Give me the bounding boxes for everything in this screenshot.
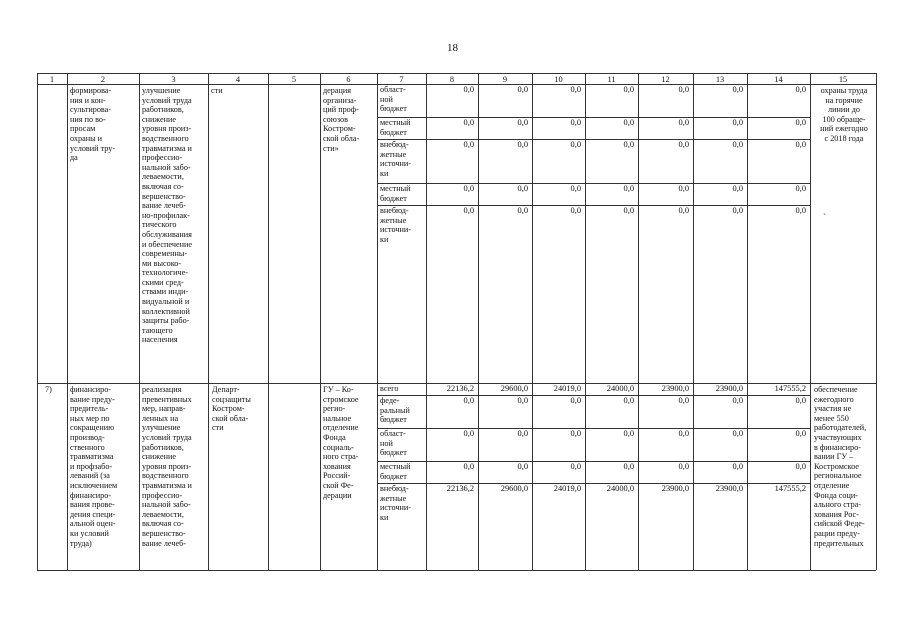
funding-value: 0,0: [463, 462, 474, 471]
funding-value: 0,0: [732, 396, 743, 405]
column-header-4: 4: [235, 75, 241, 84]
funding-value: 0,0: [570, 118, 581, 127]
participant-cell: ГУ – Ко- стромское регио- нальное отделение Фонда социаль- ного стра- хования Россий- ской Фе- дерации: [323, 385, 359, 500]
measure-description-cell: улучшение условий труда работников, снижение уровня произ- водственного травматизма и профессио- нальной забо- леваемости, включая со- вершенство- вание лечеб- но-профилак- тического обслуживания и обеспечение современны- ми высоко- технологиче- скими сред- ствами инди- видуальной и коллективной защиты рабо- тающего населения: [142, 86, 193, 345]
executor-cell: Департ- соцзащиты Костром- ской обла- сти: [212, 385, 251, 433]
stray-mark: `: [823, 212, 826, 222]
table-rule: [37, 570, 876, 571]
table-rule: [139, 73, 140, 570]
participant-cell: дерация организа- ций проф- союзов Костром- ской обла- сти»: [323, 86, 360, 153]
column-header-9: 9: [502, 75, 508, 84]
funding-value: 0,0: [570, 85, 581, 94]
funding-value: 0,0: [570, 184, 581, 193]
funding-value: 0,0: [517, 85, 528, 94]
funding-value: 0,0: [678, 206, 689, 215]
funding-value: 0,0: [795, 118, 806, 127]
funding-value: 0,0: [795, 396, 806, 405]
table-rule: [208, 73, 209, 570]
funding-value: 29600,0: [500, 484, 528, 493]
column-header-15: 15: [838, 75, 848, 84]
column-header-2: 2: [100, 75, 106, 84]
funding-value: 23900,0: [661, 484, 689, 493]
funding-value: 0,0: [795, 206, 806, 215]
column-header-12: 12: [661, 75, 670, 84]
funding-value: 0,0: [732, 462, 743, 471]
table-rule: [320, 73, 321, 570]
expected-result-cell: охраны труда на горячие линии до 100 обраще- ний ежегодно с 2018 года: [820, 86, 868, 143]
funding-source-label: внебюд- жетные источни- ки: [380, 206, 411, 244]
column-header-6: 6: [346, 75, 351, 84]
funding-value: 0,0: [795, 184, 806, 193]
funding-value: 0,0: [795, 85, 806, 94]
funding-value: 0,0: [678, 396, 689, 405]
funding-value: 22136,2: [446, 484, 474, 493]
page-number: 18: [447, 42, 458, 54]
funding-value: 147555,2: [774, 384, 806, 393]
column-header-13: 13: [715, 75, 725, 84]
funding-source-label: всего: [380, 384, 399, 393]
table-rule: [37, 73, 38, 570]
table-rule: [268, 73, 269, 570]
column-header-11: 11: [607, 75, 616, 84]
funding-value: 0,0: [732, 429, 743, 438]
funding-value: 0,0: [517, 140, 528, 149]
funding-value: 0,0: [570, 140, 581, 149]
funding-value: 0,0: [623, 118, 634, 127]
funding-value: 0,0: [732, 118, 743, 127]
row-number-cell: 7): [45, 385, 52, 394]
funding-source-label: област- ной бюджет: [380, 85, 407, 114]
funding-value: 0,0: [623, 184, 634, 193]
funding-value: 0,0: [517, 429, 528, 438]
column-header-10: 10: [554, 75, 563, 84]
funding-value: 23900,0: [715, 484, 743, 493]
funding-value: 0,0: [517, 462, 528, 471]
funding-value: 0,0: [678, 184, 689, 193]
funding-value: 0,0: [732, 140, 743, 149]
measure-name-cell: формирова- ния и кон- сультирова- ния по во- просам охраны и условий тру- да: [70, 86, 116, 163]
funding-value: 0,0: [517, 396, 528, 405]
funding-value: 29600,0: [500, 384, 528, 393]
measure-name-cell: финансиро- вание преду- предитель- ных мер по сокращению производ- ственного травматизма и профзабо- леваний (за исключением финансиро- вания прове- дения специ- альной оцен- ки условий труда): [70, 385, 118, 548]
table-rule: [37, 73, 876, 74]
funding-source-label: местный бюджет: [380, 184, 411, 203]
funding-source-label: местный бюджет: [380, 462, 411, 481]
funding-value: 0,0: [517, 118, 528, 127]
column-header-3: 3: [171, 75, 176, 84]
column-header-5: 5: [291, 75, 297, 84]
funding-source-label: внебюд- жетные источни- ки: [380, 484, 411, 522]
funding-value: 23900,0: [661, 384, 689, 393]
column-header-14: 14: [774, 75, 783, 84]
funding-value: 0,0: [623, 429, 634, 438]
funding-value: 0,0: [732, 85, 743, 94]
funding-value: 0,0: [623, 85, 634, 94]
funding-value: 0,0: [678, 85, 689, 94]
funding-value: 0,0: [678, 118, 689, 127]
funding-value: 23900,0: [715, 384, 743, 393]
funding-source-label: област- ной бюджет: [380, 429, 407, 458]
funding-value: 0,0: [623, 396, 634, 405]
funding-value: 0,0: [463, 184, 474, 193]
funding-value: 22136,2: [446, 384, 474, 393]
funding-value: 0,0: [463, 85, 474, 94]
funding-value: 0,0: [623, 462, 634, 471]
funding-value: 0,0: [732, 184, 743, 193]
funding-value: 0,0: [795, 462, 806, 471]
funding-value: 0,0: [795, 140, 806, 149]
funding-value: 0,0: [463, 118, 474, 127]
funding-value: 0,0: [570, 429, 581, 438]
funding-value: 24000,0: [606, 384, 634, 393]
funding-source-label: внебюд- жетные источни- ки: [380, 140, 411, 178]
column-header-7: 7: [399, 75, 404, 84]
funding-value: 0,0: [570, 462, 581, 471]
funding-value: 147555,2: [774, 484, 806, 493]
column-header-1: 1: [49, 75, 55, 84]
funding-source-label: местный бюджет: [380, 118, 411, 137]
funding-value: 0,0: [463, 396, 474, 405]
funding-value: 0,0: [623, 206, 634, 215]
table-rule: [67, 73, 68, 570]
table-rule: [876, 73, 877, 570]
funding-value: 0,0: [463, 429, 474, 438]
funding-value: 0,0: [678, 462, 689, 471]
funding-value: 24000,0: [606, 484, 634, 493]
funding-value: 0,0: [678, 429, 689, 438]
funding-value: 0,0: [570, 206, 581, 215]
funding-value: 24019,0: [553, 484, 581, 493]
funding-value: 0,0: [570, 396, 581, 405]
funding-value: 0,0: [517, 184, 528, 193]
funding-source-label: феде- ральный бюджет: [380, 396, 410, 425]
funding-value: 0,0: [463, 206, 474, 215]
funding-value: 0,0: [795, 429, 806, 438]
funding-value: 0,0: [463, 140, 474, 149]
column-header-8: 8: [449, 75, 455, 84]
funding-value: 0,0: [517, 206, 528, 215]
executor-cell: сти: [211, 86, 223, 95]
funding-value: 24019,0: [553, 384, 581, 393]
funding-value: 0,0: [623, 140, 634, 149]
expected-result-cell: обеспечение ежегодного участия не менее 550 работодателей, участвующих в финансиро- вании ГУ – Костромское региональное отделение Фонда соци- ального стра- хования Рос- сийской Феде- рации преду- предительных: [814, 385, 867, 548]
table-rule: [810, 73, 811, 570]
funding-value: 0,0: [678, 140, 689, 149]
measure-description-cell: реализация превентивных мер, направ- ленных на улучшение условий труда работников, снижение уровня произ- водственного травматизма и профессио- нальной забо- леваемости, включая со- вершенство- вание лечеб-: [142, 385, 192, 548]
funding-value: 0,0: [732, 206, 743, 215]
table-rule: [377, 73, 378, 570]
